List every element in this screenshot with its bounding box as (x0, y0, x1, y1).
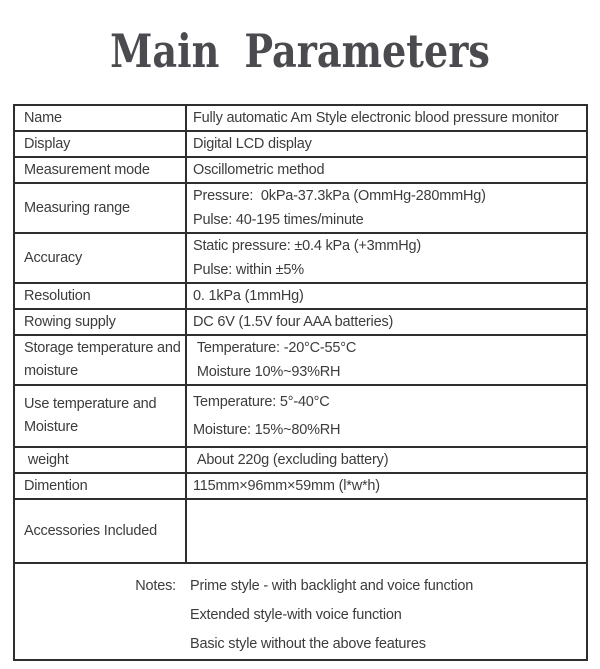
param-label: Storage temperature and moisture (14, 335, 186, 385)
param-value (186, 335, 587, 385)
param-label: Measuring range (14, 183, 186, 233)
param-value (186, 105, 587, 131)
param-label: Dimention (14, 473, 186, 499)
table-row (14, 183, 587, 233)
note-line: Prime style - with backlight and voice function (190, 578, 474, 594)
param-value (186, 473, 587, 499)
param-value-line: Pulse: 40-195 times/minute (193, 212, 364, 228)
param-value-line: Digital LCD display (193, 136, 312, 152)
notes-block (15, 564, 586, 659)
param-value-line: Temperature: 5°-40°C (193, 394, 330, 410)
table-row-notes (14, 563, 587, 660)
param-value-line: Moisture 10%~93%RH (193, 364, 341, 380)
table-row (14, 309, 587, 335)
notes-lines (190, 572, 473, 659)
param-label: Use temperature and Moisture (14, 385, 186, 447)
param-value (186, 157, 587, 183)
param-value (186, 447, 587, 473)
param-value-line: Temperature: -20°C-55°C (193, 340, 357, 356)
table-row (14, 499, 587, 563)
param-label: weight (14, 447, 186, 473)
note-line: Extended style-with voice function (190, 607, 402, 623)
table-row (14, 105, 587, 131)
param-value (186, 283, 587, 309)
table-row (14, 447, 587, 473)
param-value-line: Pressure: 0kPa-37.3kPa (OmmHg-280mmHg) (193, 188, 486, 204)
param-value (186, 385, 587, 447)
param-value (186, 233, 587, 283)
param-label: Rowing supply (14, 309, 186, 335)
param-value-line: Moisture: 15%~80%RH (193, 422, 341, 438)
param-label: Name (14, 105, 186, 131)
table-row (14, 335, 587, 385)
param-label: Resolution (14, 283, 186, 309)
notes-cell (14, 563, 587, 660)
table-row (14, 233, 587, 283)
param-value-line: About 220g (excluding battery) (193, 452, 389, 468)
param-value (186, 131, 587, 157)
table-row (14, 473, 587, 499)
param-value-line: 115mm×96mm×59mm (l*w*h) (193, 478, 380, 494)
param-label: Accuracy (14, 233, 186, 283)
param-value-line: Oscillometric method (193, 162, 325, 178)
parameters-table (13, 104, 588, 661)
param-value-line: Fully automatic Am Style electronic blood pressure monitor (193, 110, 559, 126)
param-value-line: Static pressure: ±0.4 kPa (+3mmHg) (193, 238, 422, 254)
param-value (186, 499, 587, 563)
param-label: Display (14, 131, 186, 157)
table-row (14, 283, 587, 309)
param-label: Measurement mode (14, 157, 186, 183)
table-row (14, 131, 587, 157)
table-row (14, 157, 587, 183)
param-value (186, 309, 587, 335)
param-value-line: 0. 1kPa (1mmHg) (193, 288, 304, 304)
table-row (14, 385, 587, 447)
param-value-line: Pulse: within ±5% (193, 262, 304, 278)
param-label: Accessories Included (14, 499, 186, 563)
note-line: Basic style without the above features (190, 636, 426, 652)
param-value-line: DC 6V (1.5V four AAA batteries) (193, 314, 394, 330)
param-value (186, 183, 587, 233)
page-title: Main Parameters (110, 24, 490, 78)
notes-label: Notes: (135, 578, 176, 594)
